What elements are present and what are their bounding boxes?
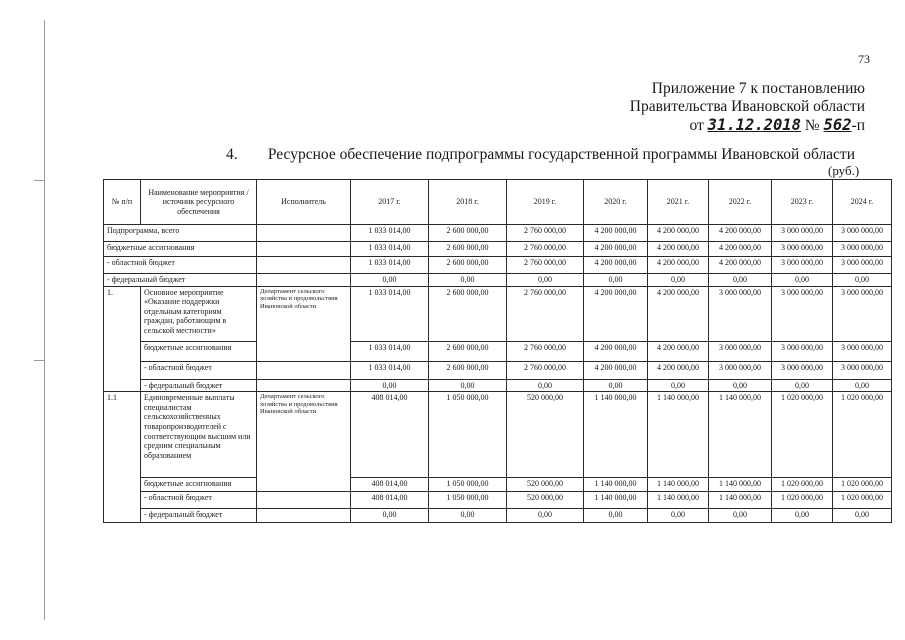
table-cell-value: 0,00 (351, 509, 429, 523)
table-cell-value: 408 014,00 (351, 478, 429, 492)
table-cell-value: 3 000 000,00 (709, 361, 772, 379)
table-cell-value: 3 000 000,00 (709, 341, 772, 361)
table-cell-value: 0,00 (833, 379, 892, 392)
section-title: Ресурсное обеспечение подпрограммы государственной программы Ивановской области (267, 146, 856, 163)
table-cell-value: 1 033 014,00 (351, 361, 429, 379)
table-cell-value: 2 600 000,00 (429, 257, 507, 274)
table-cell-value: 3 000 000,00 (772, 341, 833, 361)
table-cell-value: 3 000 000,00 (709, 286, 772, 341)
table-cell-value: 1 033 014,00 (351, 257, 429, 274)
table-cell-value: 4 200 000,00 (584, 341, 648, 361)
table-cell-value: 1 140 000,00 (709, 392, 772, 478)
table-cell-value: 0,00 (429, 509, 507, 523)
table-cell-value: 0,00 (648, 274, 709, 287)
row-number: 1.1 (104, 392, 141, 523)
appendix-block (630, 80, 865, 135)
table-cell-value: 3 000 000,00 (833, 225, 892, 242)
table-cell-value: 1 033 014,00 (351, 341, 429, 361)
header-year: 2018 г. (429, 180, 507, 225)
table-cell-value: 0,00 (772, 379, 833, 392)
table-cell-value: 1 020 000,00 (833, 478, 892, 492)
table-cell-value: 1 033 014,00 (351, 242, 429, 257)
table-cell-value: 1 050 000,00 (429, 392, 507, 478)
row-label: - областной бюджет (141, 492, 257, 509)
header-year: 2017 г. (351, 180, 429, 225)
header-num: № п/п (104, 180, 141, 225)
table-row (104, 361, 892, 379)
table-cell-value: 408 014,00 (351, 492, 429, 509)
table-cell-value: 2 600 000,00 (429, 242, 507, 257)
table-cell-value: 1 140 000,00 (648, 392, 709, 478)
row-label: - федеральный бюджет (141, 379, 257, 392)
row-label: бюджетные ассигнования (104, 242, 257, 257)
table-cell-value: 4 200 000,00 (648, 257, 709, 274)
executor-cell (257, 274, 351, 287)
table-cell-value: 0,00 (709, 379, 772, 392)
table-cell-value: 520 000,00 (507, 392, 584, 478)
table-cell-value: 1 020 000,00 (833, 492, 892, 509)
table-cell-value: 4 200 000,00 (709, 242, 772, 257)
table-cell-value: 0,00 (833, 274, 892, 287)
table-cell-value: 1 140 000,00 (709, 478, 772, 492)
unit-label: (руб.) (828, 163, 860, 178)
margin-tick (34, 180, 44, 181)
table-cell-value: 4 200 000,00 (584, 242, 648, 257)
table-cell-value: 1 033 014,00 (351, 286, 429, 341)
table-cell-value: 0,00 (507, 379, 584, 392)
header-year: 2023 г. (772, 180, 833, 225)
table-cell-value: 2 600 000,00 (429, 286, 507, 341)
table-cell-value: 0,00 (507, 509, 584, 523)
header-year: 2020 г. (584, 180, 648, 225)
table-cell-value: 520 000,00 (507, 492, 584, 509)
number-suffix: -п (851, 117, 865, 134)
table-cell-value: 520 000,00 (507, 478, 584, 492)
header-year: 2024 г. (833, 180, 892, 225)
table-cell-value: 1 140 000,00 (648, 492, 709, 509)
row-label: бюджетные ассигнования (141, 478, 257, 492)
page-number: 73 (858, 52, 870, 66)
table-cell-value: 4 200 000,00 (584, 225, 648, 242)
table-cell-value: 0,00 (648, 379, 709, 392)
table-cell-value: 4 200 000,00 (584, 257, 648, 274)
executor-cell (257, 242, 351, 257)
table-cell-value: 3 000 000,00 (772, 361, 833, 379)
table-cell-value: 2 760 000,00 (507, 361, 584, 379)
table-cell-value: 3 000 000,00 (772, 286, 833, 341)
table-row (104, 492, 892, 509)
appendix-line-2: Правительства Ивановской области (629, 98, 865, 115)
table-cell-value: 0,00 (429, 274, 507, 287)
table-cell-value: 1 140 000,00 (709, 492, 772, 509)
table-cell-value: 1 050 000,00 (429, 478, 507, 492)
header-year: 2022 г. (709, 180, 772, 225)
executor-cell (257, 225, 351, 242)
table-cell-value: 4 200 000,00 (648, 286, 709, 341)
executor-cell (257, 478, 351, 492)
table-cell-value: 3 000 000,00 (833, 361, 892, 379)
date-prefix: от (689, 117, 704, 134)
table-cell-value: 0,00 (584, 379, 648, 392)
table-cell-value: 2 760 000,00 (507, 225, 584, 242)
row-label: Основное мероприятие «Оказание поддержки отдельным категориям граждан, работающим в сельской местности» (141, 286, 257, 341)
handwritten-number: 562 (823, 116, 852, 134)
table-cell-value: 2 600 000,00 (429, 341, 507, 361)
row-label: Подпрограмма, всего (104, 225, 257, 242)
table-cell-value: 0,00 (709, 509, 772, 523)
table-row (104, 242, 892, 257)
table-row (104, 478, 892, 492)
row-label: - областной бюджет (141, 361, 257, 379)
table-header-row (104, 180, 892, 225)
table-cell-value: 408 014,00 (351, 392, 429, 478)
table-cell-value: 1 140 000,00 (584, 392, 648, 478)
table-cell-value: 1 020 000,00 (833, 392, 892, 478)
resource-table (103, 179, 892, 523)
table-cell-value: 0,00 (584, 509, 648, 523)
table-cell-value: 2 760 000,00 (507, 257, 584, 274)
row-label: бюджетные ассигнования (141, 341, 257, 361)
table-cell-value: 3 000 000,00 (772, 225, 833, 242)
table-cell-value: 4 200 000,00 (648, 361, 709, 379)
row-label: - федеральный бюджет (141, 509, 257, 523)
table-cell-value: 1 140 000,00 (584, 478, 648, 492)
table-cell-value: 0,00 (507, 274, 584, 287)
table-cell-value: 3 000 000,00 (772, 242, 833, 257)
table-row (104, 341, 892, 361)
margin-tick (34, 360, 44, 361)
table-cell-value: 0,00 (709, 274, 772, 287)
table-cell-value: 3 000 000,00 (833, 286, 892, 341)
header-executor: Исполнитель (257, 180, 351, 225)
table-cell-value: 2 760 000,00 (507, 341, 584, 361)
header-year: 2019 г. (507, 180, 584, 225)
executor-cell (257, 509, 351, 523)
binding-margin-line (44, 20, 45, 620)
table-cell-value: 0,00 (833, 509, 892, 523)
executor-cell (257, 361, 351, 379)
table-row (104, 257, 892, 274)
table-cell-value: 4 200 000,00 (648, 341, 709, 361)
table-cell-value: 2 760 000,00 (507, 286, 584, 341)
table-row (104, 379, 892, 392)
executor-cell: Департамент сельского хозяйства и продовольствия Ивановской области (257, 392, 351, 478)
executor-cell (257, 379, 351, 392)
table-cell-value: 1 050 000,00 (429, 492, 507, 509)
table-cell-value: 2 760 000,00 (507, 242, 584, 257)
table-cell-value: 4 200 000,00 (648, 225, 709, 242)
header-year: 2021 г. (648, 180, 709, 225)
table-cell-value: 1 140 000,00 (648, 478, 709, 492)
table-cell-value: 4 200 000,00 (584, 361, 648, 379)
table-cell-value: 0,00 (429, 379, 507, 392)
table-cell-value: 4 200 000,00 (648, 242, 709, 257)
table-cell-value: 1 020 000,00 (772, 392, 833, 478)
table-row (104, 286, 892, 341)
table-cell-value: 1 140 000,00 (584, 492, 648, 509)
header-name: Наименование мероприятия / источник ресурсного обеспечения (141, 180, 257, 225)
table-row (104, 274, 892, 287)
table-row (104, 225, 892, 242)
table-cell-value: 1 020 000,00 (772, 478, 833, 492)
table-cell-value: 3 000 000,00 (772, 257, 833, 274)
table-cell-value: 3 000 000,00 (833, 242, 892, 257)
table-cell-value: 2 600 000,00 (429, 225, 507, 242)
row-label: - федеральный бюджет (104, 274, 257, 287)
table-cell-value: 1 020 000,00 (772, 492, 833, 509)
row-number: 1. (104, 286, 141, 392)
section-number: 4. (226, 146, 238, 163)
table-row (104, 509, 892, 523)
table-cell-value: 0,00 (772, 274, 833, 287)
row-label: Единовременные выплаты специалистам сельскохозяйственных товаропроизводителей с соответствующим высшим или средним специальным образованием (141, 392, 257, 478)
table-cell-value: 0,00 (648, 509, 709, 523)
section-heading (226, 146, 855, 164)
table-cell-value: 2 600 000,00 (429, 361, 507, 379)
table-cell-value: 1 033 014,00 (351, 225, 429, 242)
handwritten-date: 31.12.2018 (707, 116, 801, 134)
table-cell-value: 0,00 (772, 509, 833, 523)
row-label: - областной бюджет (104, 257, 257, 274)
executor-cell: Департамент сельского хозяйства и продовольствия Ивановской области (257, 286, 351, 341)
table-cell-value: 4 200 000,00 (709, 257, 772, 274)
table-cell-value: 4 200 000,00 (709, 225, 772, 242)
appendix-line-1: Приложение 7 к постановлению (651, 80, 865, 97)
appendix-date-line (630, 116, 865, 135)
executor-cell (257, 341, 351, 361)
number-prefix: № (804, 117, 820, 134)
table-cell-value: 0,00 (584, 274, 648, 287)
table-cell-value: 4 200 000,00 (584, 286, 648, 341)
table-cell-value: 0,00 (351, 274, 429, 287)
table-row (104, 392, 892, 478)
executor-cell (257, 492, 351, 509)
executor-cell (257, 257, 351, 274)
table-cell-value: 0,00 (351, 379, 429, 392)
table-cell-value: 3 000 000,00 (833, 341, 892, 361)
table-cell-value: 3 000 000,00 (833, 257, 892, 274)
